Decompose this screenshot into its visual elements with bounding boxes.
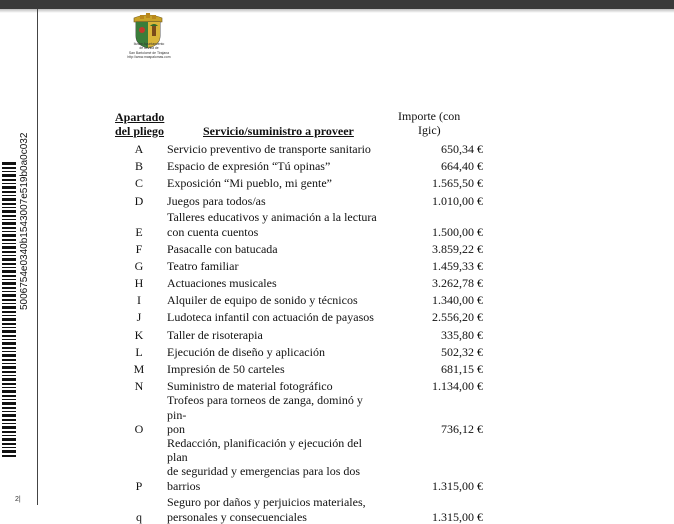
- barcode-bar: [2, 195, 16, 196]
- description-line: Ludoteca infantil con actuación de payasos: [167, 310, 374, 325]
- barcode-bar: [2, 162, 16, 165]
- barcode-bar: [2, 222, 16, 225]
- description-line: Exposición “Mi pueblo, mi gente”: [167, 176, 332, 191]
- row-amount: 1.565,50 €: [432, 176, 483, 191]
- row-description: [163, 239, 383, 256]
- table-row: [115, 173, 483, 190]
- barcode-bar: [2, 258, 16, 261]
- barcode-bar: [2, 167, 16, 169]
- row-description: [163, 256, 383, 273]
- row-description: [163, 191, 383, 208]
- barcode-bar: [2, 246, 16, 249]
- table-row: [115, 191, 483, 208]
- barcode-bar: [2, 435, 16, 436]
- row-description: [163, 393, 383, 436]
- row-amount: 681,15 €: [441, 362, 483, 377]
- row-code: O: [134, 421, 144, 436]
- row-code: J: [136, 310, 142, 325]
- table-row: [115, 273, 483, 290]
- barcode-bar: [2, 234, 16, 237]
- barcode-bar: [2, 231, 16, 232]
- barcode-bar: [2, 330, 16, 333]
- window-top-bar: [0, 0, 674, 9]
- row-amount: 650,34 €: [441, 141, 483, 156]
- row-amount: 1.315,00 €: [432, 509, 483, 524]
- barcode-bar: [2, 378, 16, 381]
- barcode-bar: [2, 207, 16, 208]
- barcode-bar: [2, 270, 16, 273]
- row-code: M: [133, 362, 145, 377]
- barcode-bar: [2, 450, 16, 453]
- barcode-bar: [2, 438, 16, 441]
- barcode-bar: [2, 443, 16, 445]
- row-description: [163, 173, 383, 190]
- description-line: barrios: [167, 478, 201, 493]
- barcode-bar: [2, 351, 16, 352]
- description-line: Servicio preventivo de transporte sanitario: [167, 141, 371, 156]
- description-line: Actuaciones musicales: [167, 276, 277, 291]
- page-left-margin-line: [37, 9, 38, 505]
- row-description: [163, 342, 383, 359]
- barcode-code-text: 5006754e0340b1543007e519b0a0c032: [19, 132, 30, 310]
- barcode-bar: [2, 255, 16, 256]
- barcode-bar: [2, 191, 16, 193]
- column-header-apartado: Apartado del pliego: [115, 110, 165, 138]
- barcode-bar: [2, 291, 16, 292]
- description-line: Trofeos para torneos de zanga, dominó y pin-: [167, 393, 363, 422]
- barcode-bar: [2, 311, 16, 313]
- barcode-bar: [2, 183, 16, 184]
- table-row: [115, 156, 483, 173]
- table-row: [115, 290, 483, 307]
- row-amount: 1.134,00 €: [432, 379, 483, 394]
- barcode-bar: [2, 402, 16, 405]
- barcode-bar: [2, 335, 16, 337]
- top-bar-shadow: [0, 9, 674, 13]
- barcode-bar: [2, 395, 16, 397]
- row-amount: 502,32 €: [441, 344, 483, 359]
- table-row: [115, 359, 483, 376]
- barcode-bar: [2, 399, 16, 400]
- row-code: q: [136, 509, 142, 524]
- barcode-bar: [2, 363, 16, 364]
- barcode-bar: [2, 455, 16, 457]
- barcode-bar: [2, 318, 16, 321]
- table-row: [115, 376, 483, 393]
- barcode-bar: [2, 186, 16, 189]
- services-table: [115, 139, 483, 524]
- barcode-bar: [2, 227, 16, 229]
- barcode-bar: [2, 179, 16, 181]
- description-line: Teatro familiar: [167, 258, 239, 273]
- barcode-bar: [2, 294, 16, 297]
- row-code: E: [135, 224, 143, 239]
- row-amount: 1.315,00 €: [432, 478, 483, 493]
- row-amount: 3.859,22 €: [432, 241, 483, 256]
- description-line: pon: [167, 421, 185, 436]
- description-line: personales y consecuenciales: [167, 509, 307, 524]
- row-code: F: [135, 241, 143, 256]
- row-code: K: [134, 327, 144, 342]
- table-row: [115, 393, 483, 436]
- barcode-bar: [2, 354, 16, 357]
- row-description: [163, 156, 383, 173]
- description-line: Juegos para todos/as: [167, 193, 266, 208]
- barcode-bar: [2, 210, 16, 213]
- description-line: Seguro por daños y perjuicios materiales,: [167, 495, 366, 510]
- row-amount: 664,40 €: [441, 159, 483, 174]
- description-line: Redacción, planificación y ejecución del plan: [167, 436, 362, 465]
- row-amount: 335,80 €: [441, 327, 483, 342]
- description-line: Suministro de material fotográfico: [167, 379, 333, 394]
- row-code: I: [137, 293, 141, 308]
- barcode-bar: [2, 411, 16, 412]
- table-row: [115, 208, 483, 239]
- barcode-bar: [2, 423, 16, 424]
- barcode-bar: [2, 366, 16, 369]
- column-header-importe: Importe (con Igic): [398, 109, 461, 137]
- table-row: [115, 139, 483, 156]
- barcode-bar: [2, 407, 16, 409]
- description-line: Talleres educativos y animación a la lectura: [167, 210, 377, 225]
- barcode-bar: [2, 342, 16, 345]
- column-header-servicio: Servicio/suministro a proveer: [203, 124, 354, 138]
- barcode-bar: [2, 203, 16, 205]
- row-amount: 736,12 €: [441, 421, 483, 436]
- table-row: [115, 308, 483, 325]
- row-amount: 1.500,00 €: [432, 224, 483, 239]
- row-code: P: [135, 478, 143, 493]
- barcode-bar: [2, 371, 16, 373]
- barcode-bar: [2, 383, 16, 385]
- description-line: Pasacalle con batucada: [167, 241, 278, 256]
- row-description: [163, 308, 383, 325]
- verification-barcode: [2, 162, 16, 458]
- barcode-bar: [2, 239, 16, 241]
- row-code: D: [134, 193, 144, 208]
- description-line: Alquiler de equipo de sonido y técnicos: [167, 293, 358, 308]
- table-row: [115, 239, 483, 256]
- barcode-bar: [2, 375, 16, 376]
- row-description: [163, 359, 383, 376]
- table-row: [115, 493, 483, 524]
- barcode-bar: [2, 419, 16, 421]
- barcode-bar: [2, 174, 16, 177]
- row-description: [163, 493, 383, 524]
- barcode-bar: [2, 282, 16, 285]
- table-row: [115, 325, 483, 342]
- row-amount: 1.459,33 €: [432, 258, 483, 273]
- barcode-bar: [2, 327, 16, 328]
- row-code: G: [134, 258, 144, 273]
- row-amount: 1.340,00 €: [432, 293, 483, 308]
- barcode-bar: [2, 215, 16, 217]
- barcode-bar: [2, 279, 16, 280]
- row-code: C: [134, 176, 143, 191]
- barcode-bar: [2, 414, 16, 417]
- page-edge-mark: 2|: [15, 496, 21, 503]
- row-code: A: [134, 141, 144, 156]
- barcode-bar: [2, 303, 16, 304]
- description-line: con cuenta cuentos: [167, 224, 259, 239]
- table-row: [115, 256, 483, 273]
- row-code: L: [135, 344, 143, 359]
- barcode-bar: [2, 287, 16, 289]
- description-line: de seguridad y emergencias para los dos: [167, 464, 361, 479]
- barcode-bar: [2, 306, 16, 309]
- barcode-bar: [2, 315, 16, 316]
- barcode-bar: [2, 447, 16, 448]
- row-code: N: [134, 379, 144, 394]
- description-line: Espacio de expresión “Tú opinas”: [167, 159, 331, 174]
- barcode-bar: [2, 251, 16, 253]
- row-description: [163, 325, 383, 342]
- row-code: B: [134, 159, 143, 174]
- row-description: [163, 273, 383, 290]
- description-line: Ejecución de diseño y aplicación: [167, 344, 325, 359]
- row-amount: 3.262,78 €: [432, 276, 483, 291]
- table-row: [115, 342, 483, 359]
- row-description: [163, 290, 383, 307]
- barcode-bar: [2, 359, 16, 361]
- barcode-bar: [2, 243, 16, 244]
- row-description: [163, 376, 383, 393]
- description-line: Impresión de 50 carteles: [167, 362, 285, 377]
- row-description: [163, 436, 383, 493]
- barcode-bar: [2, 387, 16, 388]
- barcode-bar: [2, 219, 16, 220]
- barcode-bar: [2, 267, 16, 268]
- barcode-bar: [2, 339, 16, 340]
- table-row: [115, 436, 483, 493]
- row-amount: 1.010,00 €: [432, 193, 483, 208]
- barcode-bar: [2, 323, 16, 325]
- barcode-bar: [2, 275, 16, 277]
- barcode-bar: [2, 171, 16, 172]
- barcode-bar: [2, 198, 16, 201]
- barcode-bar: [2, 390, 16, 393]
- row-description: [163, 208, 383, 239]
- barcode-bar: [2, 263, 16, 265]
- barcode-bar: [2, 299, 16, 301]
- barcode-bar: [2, 431, 16, 433]
- barcode-bar: [2, 426, 16, 429]
- row-amount: 2.556,20 €: [432, 310, 483, 325]
- description-line: Taller de risoterapia: [167, 327, 263, 342]
- row-description: [163, 139, 383, 156]
- row-code: H: [134, 276, 144, 291]
- municipal-logo-caption: Ilustre Ayuntamiento de la Villa de San Bartolomé de Tirajana http://www.maspalomas.com: [127, 42, 171, 59]
- barcode-bar: [2, 347, 16, 349]
